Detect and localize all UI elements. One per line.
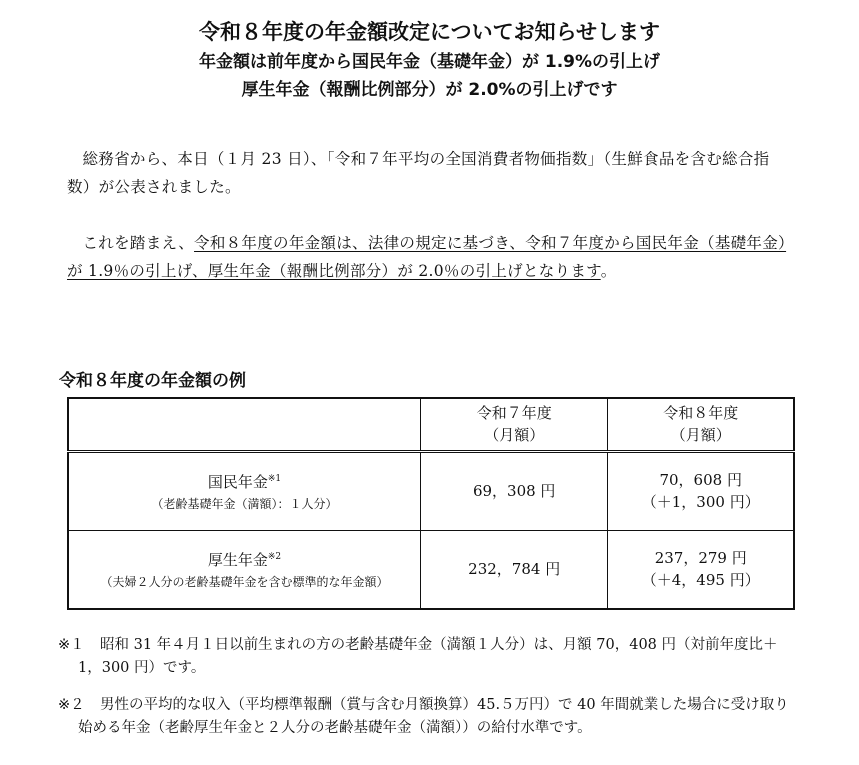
- row-label-national-pension: [68, 451, 420, 530]
- paragraph-revision-tail: 。: [600, 262, 617, 280]
- footnote-text: 昭和 31 年４月１日以前生まれの方の老齢基礎年金（満額１人分）は、月額 70，408 円（対前年度比＋1，300 円）です。: [78, 637, 778, 676]
- header-r7: [420, 398, 608, 451]
- footnote-mark: ※２: [58, 697, 85, 713]
- cell-r8-amount: 237，279 円: [654, 549, 747, 568]
- subtitle-employee-pension: 厚生年金（報酬比例部分）が 2.0%の引上げです: [241, 80, 618, 100]
- footnote-ref: ※2: [267, 551, 282, 562]
- subtitle-basic-pension: 年金額は前年度から国民年金（基礎年金）が 1.9%の引上げ: [198, 52, 661, 72]
- cell-r7-amount: 232，784 円: [420, 530, 608, 609]
- cell-r8-amount: 70，608 円: [659, 471, 742, 489]
- footnote-text: 男性の平均的な収入（平均標準報酬（賞与含む月額換算）45.５万円）で 40 年間就業した場合に受け取り始める年金（老齢厚生年金と２人分の老齢基礎年金（満額））の給付水準です。: [78, 697, 789, 736]
- table-row: [68, 530, 794, 609]
- cell-r8: [608, 530, 794, 609]
- row-name: 国民年金: [207, 472, 268, 491]
- header-r8: [608, 398, 794, 451]
- header-empty-cell: [68, 398, 420, 451]
- row-name: 厚生年金: [207, 550, 268, 569]
- cell-r8-diff: （＋4，495 円）: [641, 571, 760, 590]
- header-r7-monthly: （月額）: [484, 426, 545, 445]
- cell-r8-diff: （＋1，300 円）: [641, 493, 760, 511]
- paragraph-revision: [67, 229, 787, 285]
- row-label-employee-pension: [68, 530, 420, 609]
- footnote-1: [58, 634, 793, 680]
- table-row: [68, 451, 794, 530]
- table-header-row: [68, 398, 794, 451]
- header-r8-year: 令和８年度: [663, 404, 739, 423]
- header-r8-monthly: （月額）: [670, 426, 731, 445]
- header-r7-year: 令和７年度: [476, 404, 552, 423]
- cell-r7-amount: 69，308 円: [420, 451, 608, 530]
- paragraph-cpi-announcement: 総務省から、本日（１月 23 日）、「令和７年平均の全国消費者物価指数」（生鮮食品を含む総合指数）が公表されました。: [67, 150, 770, 196]
- section-title: 令和８年度の年金額の例: [59, 371, 246, 391]
- row-sub: （夫婦２人分の老齢基礎年金を含む標準的な年金額）: [100, 574, 389, 589]
- pension-amount-table: [67, 397, 795, 610]
- row-sub: （老齢基礎年金（満額）：１人分）: [151, 496, 338, 511]
- paragraph-revision-underlined: 令和８年度の年金額は、法律の規定に基づき、令和７年度から国民年金（基礎年金）が 1.9％の引上げ、厚生年金（報酬比例部分）が 2.0％の引上げとなります: [67, 234, 787, 280]
- footnote-2: [58, 694, 793, 740]
- footnote-ref: ※1: [267, 473, 282, 484]
- page-title: 令和８年度の年金額改定についてお知らせします: [199, 20, 660, 44]
- cell-r8: [608, 451, 794, 530]
- footnote-mark: ※１: [58, 637, 85, 653]
- paragraph-revision-lead: これを踏まえ、: [82, 234, 195, 252]
